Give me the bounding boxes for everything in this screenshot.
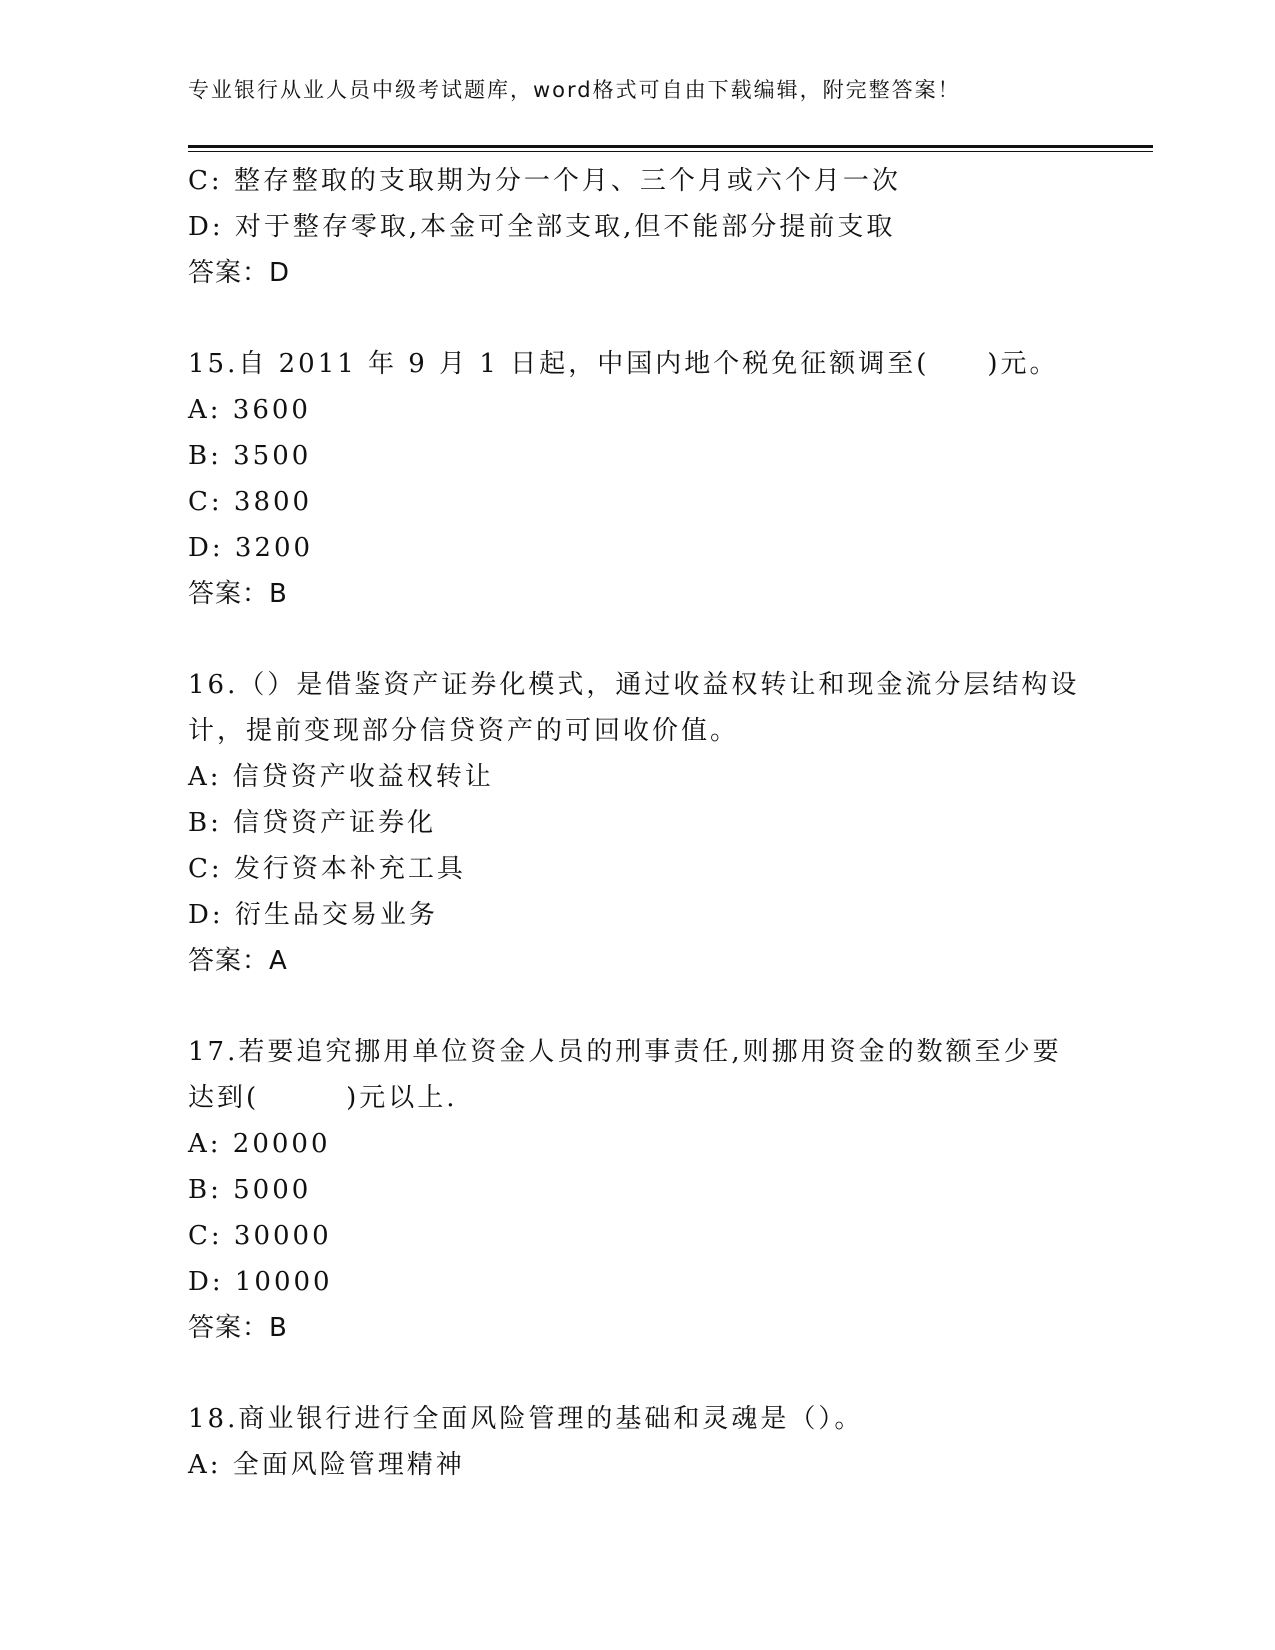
question-17 (188, 1029, 1088, 1351)
spacer (188, 296, 1088, 341)
option-c: C: 30000 (188, 1221, 332, 1251)
question-18 (188, 1396, 1088, 1488)
option-d: D: 对于整存零取,本金可全部支取,但不能部分提前支取 (188, 212, 896, 242)
option-a: A: 20000 (188, 1129, 331, 1159)
question-stem: 18.商业银行进行全面风险管理的基础和灵魂是（）。 (188, 1404, 864, 1434)
option-d: D: 3200 (188, 533, 314, 563)
answer-line: 答案：A (188, 946, 288, 976)
question-stem: 15.自 2011 年 9 月 1 日起，中国内地个税免征额调至( )元。 (188, 349, 1059, 379)
option-a: A: 全面风险管理精神 (188, 1450, 465, 1480)
option-b: B: 3500 (188, 441, 312, 471)
question-14-continued (188, 158, 1088, 296)
option-c: C: 发行资本补充工具 (188, 854, 466, 884)
option-d: D: 衍生品交易业务 (188, 900, 438, 930)
question-stem: 17.若要追究挪用单位资金人员的刑事责任,则挪用资金的数额至少要 (188, 1037, 1062, 1067)
document-body (188, 158, 1088, 1488)
option-a: A: 信贷资产收益权转让 (188, 762, 494, 792)
spacer (188, 617, 1088, 662)
page-header: 专业银行从业人员中级考试题库，word格式可自由下载编辑，附完整答案！ (188, 78, 961, 102)
question-stem-continued: 计，提前变现部分信贷资产的可回收价值。 (188, 716, 740, 746)
question-15 (188, 341, 1088, 617)
option-c: C: 3800 (188, 487, 313, 517)
option-b: B: 信贷资产证券化 (188, 808, 437, 838)
option-d: D: 10000 (188, 1267, 333, 1297)
answer-line: 答案：B (188, 1313, 288, 1343)
answer-line: 答案：D (188, 258, 291, 288)
question-stem: 16.（）是借鉴资产证券化模式，通过收益权转让和现金流分层结构设 (188, 670, 1080, 700)
answer-line: 答案：B (188, 579, 288, 609)
question-stem-continued: 达到( )元以上. (188, 1083, 458, 1113)
spacer (188, 984, 1088, 1029)
spacer (188, 1351, 1088, 1396)
option-c: C: 整存整取的支取期为分一个月、三个月或六个月一次 (188, 166, 901, 196)
option-a: A: 3600 (188, 395, 311, 425)
header-divider (188, 145, 1153, 152)
question-16 (188, 662, 1088, 984)
option-b: B: 5000 (188, 1175, 312, 1205)
